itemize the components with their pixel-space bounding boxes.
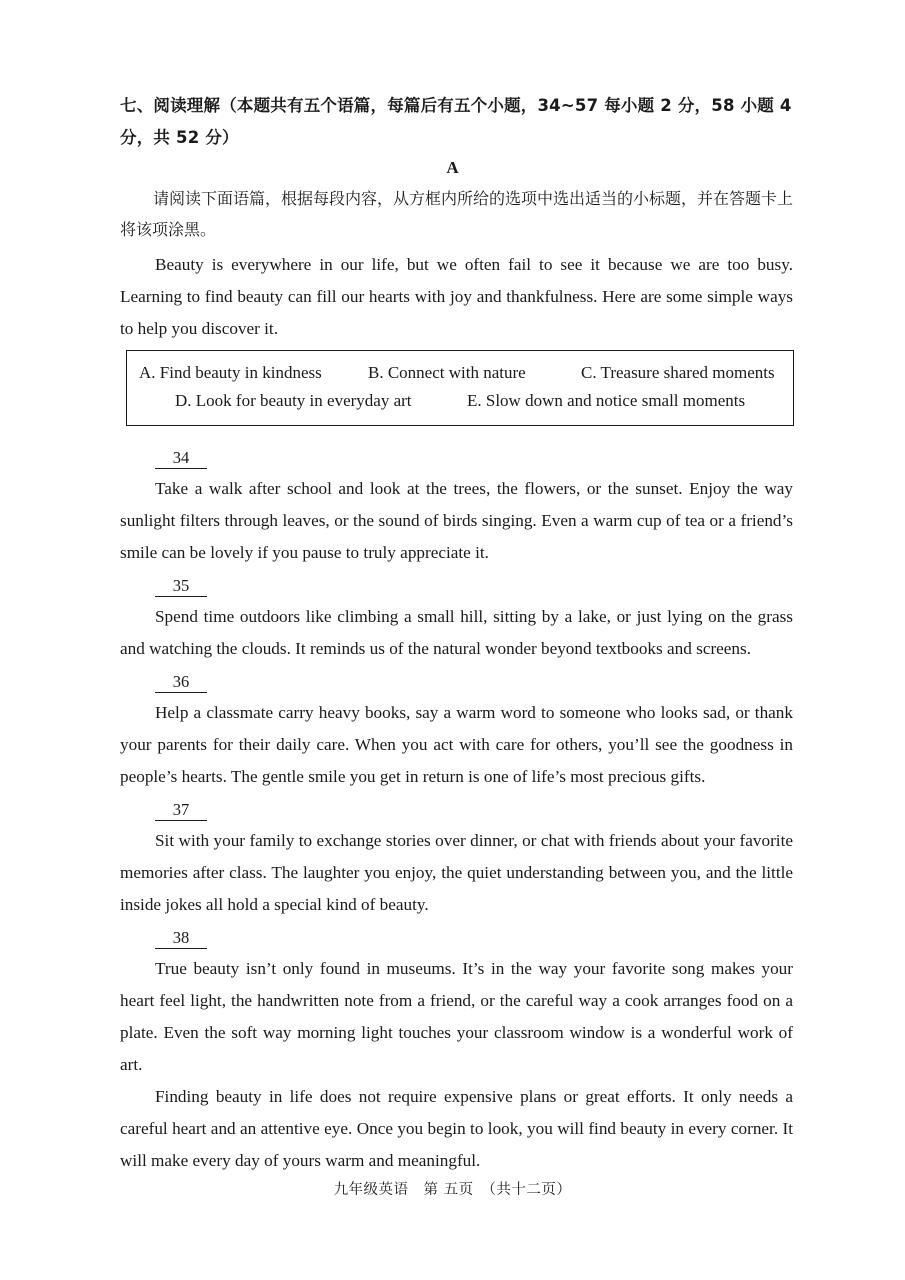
intro-paragraph: Beauty is everywhere in our life, but we often fail to see it because we are too busy. Learning to find beauty can fill our hearts with joy and thankfulness. Here are some simple ways to help you discover it. (120, 255, 793, 338)
paragraph-36: Help a classmate carry heavy books, say a warm word to someone who looks sad, or thank your parents for their daily care. When you act with care for others, you’ll see the goodness in people’s hearts. The gentle smile you get in return is one of life’s most precious gifts. (120, 703, 793, 786)
blank-35: 35 (155, 576, 207, 597)
options-box (126, 350, 794, 426)
instruction-text: 请阅读下面语篇，根据每段内容，从方框内所给的选项中选出适当的小标题，并在答题卡上将该项涂黑。 (120, 189, 794, 239)
conclusion-paragraph: Finding beauty in life does not require expensive plans or great efforts. It only needs a careful heart and an attentive eye. Once you begin to look, you will find beauty in every corner. It will make every day of yours warm and meaningful. (120, 1087, 793, 1170)
option-e: E. Slow down and notice small moments (467, 391, 746, 410)
page-footer: 九年级英语 第 五页 （共十二页） (333, 1182, 572, 1198)
paragraph-35: Spend time outdoors like climbing a small hill, sitting by a lake, or just lying on the grass and watching the clouds. It reminds us of the natural wonder beyond textbooks and screens. (120, 607, 793, 658)
option-b: B. Connect with nature (368, 363, 526, 382)
blank-36: 36 (155, 672, 207, 693)
option-d: D. Look for beauty in everyday art (175, 391, 412, 410)
section-heading: 七、阅读理解（本题共有五个语篇，每篇后有五个小题，34~57 每小题 2 分，58 小题 4 分，共 52 分） (120, 96, 792, 147)
passage-letter: A (446, 158, 459, 177)
option-c: C. Treasure shared moments (581, 363, 775, 382)
paragraph-37: Sit with your family to exchange stories over dinner, or chat with friends about your favorite memories after class. The laughter you enjoy, the quiet understanding between you, and the little inside jokes all hold a special kind of beauty. (120, 831, 793, 914)
blank-38: 38 (155, 928, 207, 949)
paragraph-38: True beauty isn’t only found in museums. It’s in the way your favorite song makes your heart feel light, the handwritten note from a friend, or the careful way a cook arranges food on a plate. Even the soft way morning light touches your classroom window is a wonderful work of art. (120, 959, 793, 1074)
option-a: A. Find beauty in kindness (139, 363, 322, 382)
blank-37: 37 (155, 800, 207, 821)
blank-34: 34 (155, 448, 207, 469)
paragraph-34: Take a walk after school and look at the trees, the flowers, or the sunset. Enjoy the way sunlight filters through leaves, or the sound of birds singing. Even a warm cup of tea or a friend’s smile can be lovely if you pause to truly appreciate it. (120, 479, 793, 562)
